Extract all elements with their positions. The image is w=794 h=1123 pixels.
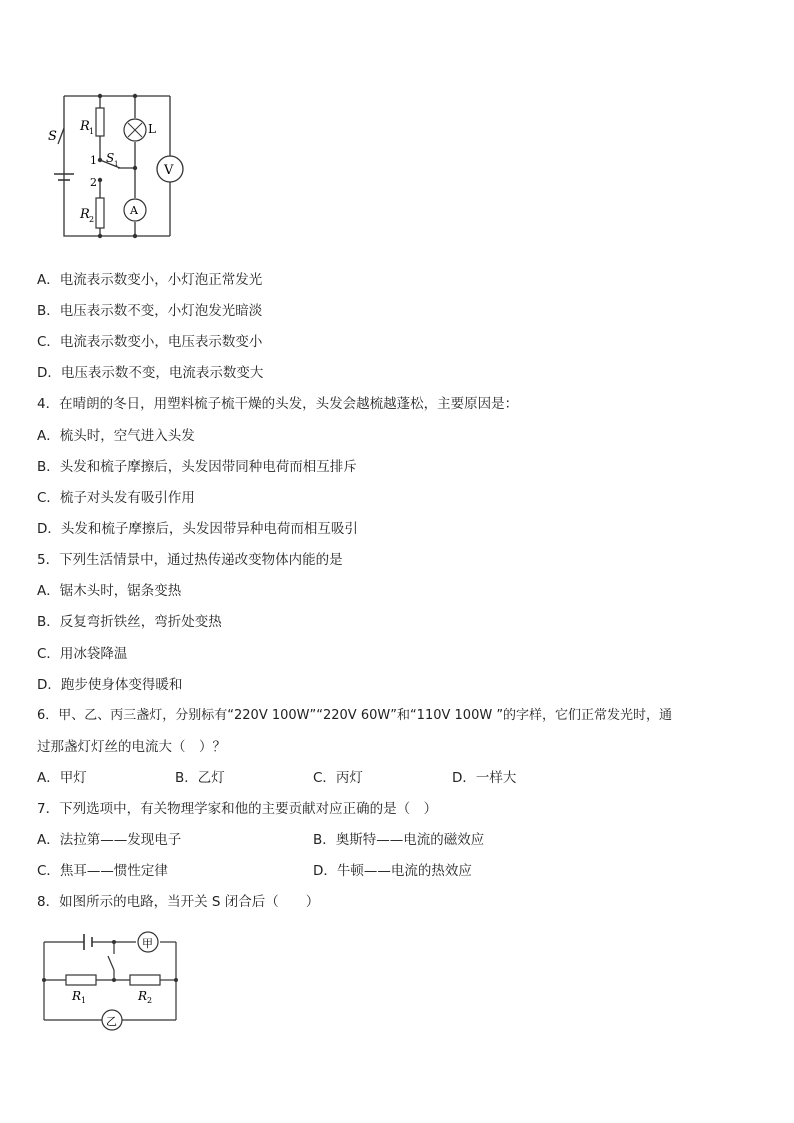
r2-label-bottom: R (138, 989, 148, 1003)
node2-label: 2 (90, 176, 97, 189)
circuit-diagram-top (40, 88, 200, 248)
q6-option-c: C．丙灯 (313, 770, 363, 786)
q4-option-d: D．头发和梳子摩擦后，头发因带异种电荷而相互吸引 (37, 521, 358, 537)
q7-option-c: C．焦耳——惯性定律 (37, 863, 168, 879)
r1-sub-bottom: 1 (81, 996, 87, 1005)
q7-option-d: D．牛顿——电流的热效应 (313, 863, 472, 879)
q7-option-b: B．奥斯特——电流的磁效应 (313, 832, 485, 848)
q7-stem: 7．下列选项中，有关物理学家和他的主要贡献对应正确的是（ ） (37, 801, 438, 817)
q5-option-d: D．跑步使身体变得暖和 (37, 677, 183, 693)
q4-option-c: C．梳子对头发有吸引作用 (37, 490, 195, 506)
q3-option-d: D．电压表示数不变，电流表示数变大 (37, 365, 264, 381)
meter-jia-label: 甲 (142, 937, 153, 950)
r2-sub: 2 (89, 215, 95, 224)
q3-option-c: C．电流表示数变小，电压表示数变小 (37, 334, 263, 350)
q4-option-b: B．头发和梳子摩擦后，头发因带同种电荷而相互排斥 (37, 459, 357, 475)
q6-option-a: A．甲灯 (37, 770, 87, 786)
r2-sub-bottom: 2 (147, 996, 153, 1005)
q5-option-c: C．用冰袋降温 (37, 646, 128, 662)
q6-stem-line2: 过那盏灯灯丝的电流大（ ）？ (37, 739, 226, 755)
r2-label: R (80, 207, 90, 222)
q5-stem: 5．下列生活情景中，通过热传递改变物体内能的是 (37, 552, 343, 568)
q4-stem: 4．在晴朗的冬日，用塑料梳子梳干燥的头发，头发会越梳越蓬松，主要原因是： (37, 396, 519, 412)
meter-yi-label: 乙 (106, 1015, 117, 1028)
node1-label: 1 (90, 154, 97, 167)
q4-option-a: A．梳头时，空气进入头发 (37, 428, 195, 444)
ammeter-label: A (130, 204, 138, 217)
switch-s-label: S (48, 129, 57, 144)
r1-label-bottom: R (72, 989, 82, 1003)
q5-option-b: B．反复弯折铁丝，弯折处变热 (37, 614, 222, 630)
lamp-label: L (148, 122, 156, 136)
q6-stem-line1: 6．甲、乙、丙三盏灯，分别标有“220V 100W”“220V 60W”和“110V 100W ”的字样，它们正常发光时，通 (37, 708, 673, 723)
q3-option-b: B．电压表示数不变，小灯泡发光暗淡 (37, 303, 263, 319)
q8-stem: 8．如图所示的电路，当开关 S 闭合后（ ） (37, 894, 320, 910)
q5-option-a: A．锯木头时，锯条变热 (37, 583, 182, 599)
circuit-diagram-bottom (38, 928, 188, 1032)
q6-option-d: D．一样大 (452, 770, 517, 786)
r1-sub: 1 (89, 127, 95, 136)
q6-option-b: B．乙灯 (175, 770, 225, 786)
s1-sub: 1 (114, 160, 119, 168)
voltmeter-label: V (164, 163, 174, 178)
r1-label: R (80, 119, 90, 134)
q7-option-a: A．法拉第——发现电子 (37, 832, 182, 848)
q3-option-a: A．电流表示数变小，小灯泡正常发光 (37, 272, 263, 288)
s1-label: S (106, 151, 115, 165)
